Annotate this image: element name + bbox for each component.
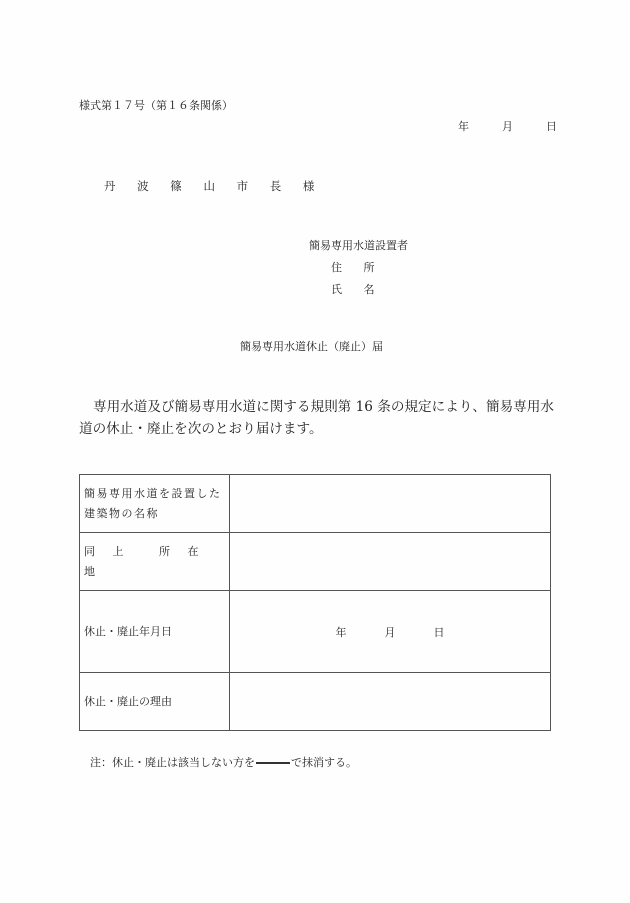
addressee: 丹 波 篠 山 市 長 様 bbox=[104, 179, 324, 193]
reason-label: 休止・廃止の理由 bbox=[80, 673, 230, 731]
applicant-title: 簡易専用水道設置者 bbox=[309, 239, 408, 252]
month-label: 月 bbox=[384, 625, 396, 639]
form-table bbox=[79, 474, 551, 731]
table-row bbox=[80, 475, 551, 533]
table-row bbox=[80, 591, 551, 673]
date-day-label: 日 bbox=[546, 120, 557, 133]
footnote-text-before: 注：休止・廃止は該当しない方を bbox=[90, 756, 255, 769]
reason-field[interactable] bbox=[230, 673, 551, 731]
building-name-field[interactable] bbox=[230, 475, 551, 533]
applicant-address-label: 住 所 bbox=[331, 261, 384, 274]
suspension-date-label: 休止・廃止年月日 bbox=[80, 591, 230, 673]
table-row bbox=[80, 673, 551, 731]
submission-date bbox=[458, 118, 557, 134]
table-row bbox=[80, 533, 551, 591]
date-year-label: 年 bbox=[458, 120, 469, 133]
location-label: 同 上 所 在 地 bbox=[80, 533, 230, 591]
body-text: 専用水道及び簡易専用水道に関する規則第 16 条の規定により、簡易専用水道の休止・廃止を次のとおり届けます。 bbox=[79, 399, 554, 437]
footnote bbox=[90, 754, 357, 770]
year-label: 年 bbox=[335, 625, 347, 639]
footnote-text-after: で抹消する。 bbox=[291, 756, 357, 769]
applicant-name-label: 氏 名 bbox=[331, 283, 384, 296]
date-month-label: 月 bbox=[502, 120, 513, 133]
form-number: 様式第１７号（第１６条関係） bbox=[79, 99, 233, 112]
building-name-label: 簡易専用水道を設置した建築物の名称 bbox=[80, 475, 230, 533]
strikethrough-sample-line bbox=[256, 762, 290, 764]
day-label: 日 bbox=[433, 625, 445, 639]
suspension-date-field[interactable] bbox=[230, 591, 551, 673]
document-title: 簡易専用水道休止（廃止）届 bbox=[240, 340, 383, 353]
location-field[interactable] bbox=[230, 533, 551, 591]
